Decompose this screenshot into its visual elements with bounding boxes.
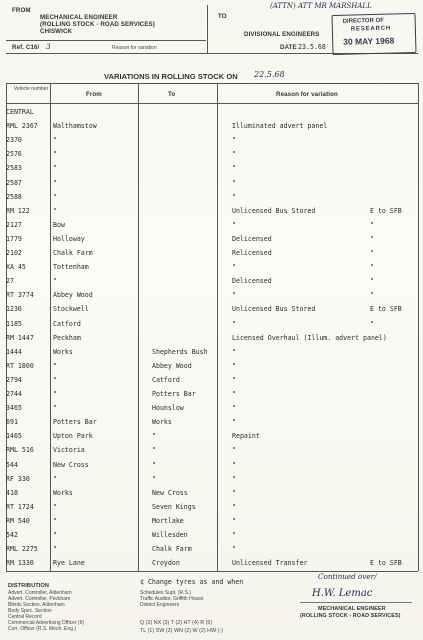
from-line-1: MECHANICAL ENGINEER <box>40 14 118 21</box>
vehicle-number: RF 330 <box>6 474 30 483</box>
note-cell: " <box>370 291 374 300</box>
stamp-line-1: DIRECTOR OF <box>342 17 384 25</box>
vehicle-number: RM 540 <box>6 516 30 525</box>
reason-cell: Unlicensed Transfer <box>232 559 308 568</box>
from-cell: Catford <box>53 319 81 328</box>
to-cell: Shepherds Bush <box>152 347 208 356</box>
reason-cell: Relicensed <box>232 249 272 257</box>
distribution-item: Corr. Officer (R.S. Mech. Eng.) <box>8 626 76 632</box>
reason-caption: Reason for variation <box>112 45 157 51</box>
table-row <box>0 249 423 261</box>
reason-cell: " <box>232 404 236 413</box>
ref-value: 3 <box>46 42 51 51</box>
table-row <box>0 376 423 388</box>
distribution-item: Commercial Advertising Officer (6) <box>8 620 85 626</box>
vehicle-number: CENTRAL <box>6 108 34 116</box>
reason-cell: " <box>232 150 236 159</box>
vehicle-number: 1465 <box>6 432 22 441</box>
vehicle-number: 27 <box>6 277 14 286</box>
table-row <box>0 136 423 148</box>
reason-cell: " <box>232 136 236 145</box>
from-cell: " <box>53 206 57 215</box>
table-row <box>0 164 423 176</box>
from-cell: " <box>53 545 57 554</box>
from-cell: Holloway <box>53 234 85 243</box>
reason-cell: " <box>232 418 236 427</box>
table-row <box>0 305 423 317</box>
table-row <box>0 221 423 233</box>
from-cell: Rye Lane <box>53 559 85 568</box>
note-cell: " <box>370 319 374 328</box>
distribution-item: Advert. Controller, Peckham <box>8 596 71 602</box>
vehicle-number: 2588 <box>6 192 22 201</box>
vehicle-number: 418 <box>6 488 18 497</box>
reason-cell: " <box>232 460 236 469</box>
table-head-rule <box>6 103 418 104</box>
to-cell: Chalk Farm <box>152 545 192 554</box>
district-codes-2: TL (1) SW (2) WN (2) W (2) HW (-) <box>140 628 224 634</box>
to-cell: Potters Bar <box>152 390 196 398</box>
district-codes-1: Q (2) NX (3) T (2) HT (4) R (5) <box>140 620 213 626</box>
col-header-reason: Reason for variation <box>276 91 338 98</box>
table-row <box>0 122 423 134</box>
reason-cell: " <box>232 263 236 272</box>
reason-cell: Delicensed <box>232 234 272 243</box>
from-cell: Tottenham <box>53 263 89 272</box>
reason-cell: " <box>232 178 236 187</box>
vehicle-number: 2587 <box>6 178 22 187</box>
table-row <box>0 150 423 162</box>
from-cell: " <box>53 404 57 413</box>
col-header-from: From <box>86 91 102 98</box>
distribution-title: DISTRIBUTION <box>8 583 49 589</box>
from-cell: " <box>53 178 57 187</box>
vehicle-number: 3465 <box>6 404 22 413</box>
reason-cell: Illuminated advert panel <box>232 122 328 131</box>
note-cell: " <box>370 277 374 286</box>
note-cell: " <box>370 234 374 243</box>
table-row <box>0 348 423 360</box>
vehicle-number: RT 1800 <box>6 361 34 370</box>
table-top-rule <box>6 83 418 84</box>
signature: H.W. Lemac <box>312 588 373 599</box>
vehicle-number: RML 516 <box>6 446 34 455</box>
from-cell: " <box>53 277 57 286</box>
from-cell: Potters Bar <box>53 418 97 427</box>
col-header-vehicle: Vehicle number <box>13 86 49 92</box>
reason-cell: Repaint <box>232 432 260 441</box>
vehicle-number: 544 <box>6 460 18 469</box>
note-cell: E to SFB <box>370 305 402 314</box>
from-cell: " <box>53 531 57 539</box>
from-cell: Peckham <box>53 333 81 342</box>
ref-label: Ref. C16/ <box>12 44 40 51</box>
signatory-title-1: MECHANICAL ENGINEER <box>318 606 386 612</box>
from-cell: New Cross <box>53 460 89 469</box>
table-row <box>0 235 423 247</box>
reason-cell: " <box>232 390 236 398</box>
table-row <box>0 517 423 529</box>
received-stamp <box>331 13 416 55</box>
from-cell: Stockwell <box>53 305 89 314</box>
reason-cell: " <box>232 361 236 370</box>
vehicle-number: 2127 <box>6 220 22 229</box>
distribution-item: Advert. Controller, Aldenham <box>8 590 72 596</box>
vehicle-number: 2583 <box>6 164 22 173</box>
vehicle-number: 1444 <box>6 347 22 356</box>
table-row <box>0 207 423 219</box>
vehicle-number: RM 1447 <box>6 333 34 342</box>
reason-cell: " <box>232 446 236 455</box>
distribution-item: Traffic Auditor, Griffith House <box>140 596 204 602</box>
to-cell: New Cross <box>152 488 188 497</box>
vehicle-number: RML 2275 <box>6 545 38 554</box>
from-cell: Abbey Wood <box>53 291 93 300</box>
to-cell: Catford <box>152 375 180 384</box>
reason-cell: " <box>232 545 236 554</box>
signature-rule <box>300 602 412 603</box>
to-cell: Hounslow <box>152 404 184 413</box>
reason-cell: " <box>232 502 236 511</box>
vehicle-number: RM 122 <box>6 206 30 215</box>
page-title: VARIATIONS IN ROLLING STOCK ON <box>104 72 238 81</box>
vehicle-number: XA 45 <box>6 263 26 272</box>
table-row <box>0 291 423 303</box>
vehicle-number: 2744 <box>6 390 22 398</box>
table-row <box>0 108 423 120</box>
table-row <box>0 277 423 289</box>
vehicle-number: RT 3774 <box>6 291 34 300</box>
table-row <box>0 545 423 557</box>
vehicle-number: 691 <box>6 418 18 427</box>
reason-cell: " <box>232 375 236 384</box>
from-line-3: CHISWICK <box>40 28 73 35</box>
from-cell: " <box>53 375 57 384</box>
vehicle-number: 2370 <box>6 136 22 145</box>
vehicle-number: 1185 <box>6 319 22 328</box>
continued-note: Continued over/ <box>318 572 377 581</box>
table-row <box>0 559 423 571</box>
reason-cell: " <box>232 319 236 328</box>
vehicle-number: 2102 <box>6 249 22 257</box>
to-value: DIVISIONAL ENGINEERS <box>244 31 320 38</box>
distribution-item: Body Spec. Section <box>8 608 52 614</box>
to-cell: " <box>152 432 156 441</box>
table-row <box>0 418 423 430</box>
note-cell: " <box>370 263 374 272</box>
handwritten-attention: (ATTN) ATT MR MARSHALL <box>270 2 372 10</box>
vehicle-number: 2576 <box>6 150 22 159</box>
table-row <box>0 362 423 374</box>
table-row <box>0 503 423 515</box>
reason-cell: Unlicensed Bus Stored <box>232 305 316 314</box>
to-cell: Abbey Wood <box>152 361 192 370</box>
header-rule-left <box>6 40 206 41</box>
title-date: 22.5.68 <box>254 70 285 79</box>
distribution-item: Blinds Section, Aldenham <box>8 602 65 608</box>
header-divider <box>207 5 208 53</box>
from-cell: " <box>53 136 57 145</box>
stamp-date: 30 MAY 1968 <box>343 35 395 47</box>
distribution-item: Central Record <box>8 614 42 620</box>
from-cell: " <box>53 164 57 173</box>
vehicle-number: RML 2367 <box>6 122 38 131</box>
col-header-to: To <box>168 91 176 98</box>
from-cell: Chalk Farm <box>53 249 93 257</box>
table-row <box>0 432 423 444</box>
reason-cell: " <box>232 291 236 300</box>
date-value: 23.5.68 <box>298 43 326 51</box>
from-cell: " <box>53 390 57 398</box>
date-label: DATE <box>280 44 297 51</box>
vehicle-number: 2794 <box>6 375 22 384</box>
table-row <box>0 446 423 458</box>
table-row <box>0 390 423 402</box>
from-cell: Walthamstow <box>53 122 97 131</box>
from-cell: Upton Park <box>53 432 93 441</box>
reason-cell: " <box>232 164 236 173</box>
to-cell: " <box>152 474 156 483</box>
note-cell: " <box>370 220 374 229</box>
to-cell: " <box>152 460 156 469</box>
to-cell: Works <box>152 418 172 427</box>
table-row <box>0 531 423 543</box>
vehicle-number: RM 1330 <box>6 559 34 568</box>
from-line-2: (ROLLING STOCK - ROAD SERVICES) <box>40 21 155 28</box>
from-cell: " <box>53 361 57 370</box>
reason-cell: " <box>232 516 236 525</box>
from-label: FROM <box>12 7 31 14</box>
vehicle-number: 542 <box>6 531 18 539</box>
from-cell: " <box>53 150 57 159</box>
from-cell: " <box>53 502 57 511</box>
vehicle-number: 1779 <box>6 234 22 243</box>
reason-cell: " <box>232 220 236 229</box>
reason-cell: Delicensed <box>232 277 272 286</box>
table-row <box>0 475 423 487</box>
note-cell: E to SFB <box>370 206 402 215</box>
from-cell: Works <box>53 488 73 497</box>
signatory-title-2: (ROLLING STOCK - ROAD SERVICES) <box>300 613 401 619</box>
reason-cell: Unlicensed Bus Stored <box>232 206 316 215</box>
from-cell: " <box>53 192 57 201</box>
reason-cell: " <box>232 192 236 201</box>
from-cell: Victoria <box>53 446 85 455</box>
table-row <box>0 179 423 191</box>
to-label: TO <box>218 13 227 20</box>
vehicle-number: RT 1724 <box>6 502 34 511</box>
from-cell: Bow <box>53 220 65 229</box>
table-row <box>0 489 423 501</box>
to-cell: Seven Kings <box>152 502 196 511</box>
note-cell: " <box>370 249 374 257</box>
reason-cell: Licensed Overhaul (Illum. advert panel) <box>232 333 387 342</box>
from-cell: " <box>53 474 57 483</box>
table-row <box>0 404 423 416</box>
note-cell: E to SFB <box>370 559 402 568</box>
to-cell: Willesden <box>152 531 188 539</box>
table-row <box>0 461 423 473</box>
to-cell: Croydon <box>152 559 180 568</box>
table-row <box>0 263 423 275</box>
to-cell: Mortlake <box>152 516 184 525</box>
reason-cell: " <box>232 488 236 497</box>
reason-cell: " <box>232 531 236 539</box>
stamp-line-2: RESEARCH <box>350 25 392 33</box>
distribution-item: Schedules Supt. (R.S.) <box>140 590 191 596</box>
table-row <box>0 320 423 332</box>
table-row <box>0 334 423 346</box>
table-row <box>0 193 423 205</box>
distribution-item: District Engineers <box>140 602 180 608</box>
from-cell: " <box>53 516 57 525</box>
vehicle-number: 1236 <box>6 305 22 314</box>
from-cell: Works <box>53 347 73 356</box>
to-cell: " <box>152 446 156 455</box>
reason-cell: " <box>232 347 236 356</box>
reason-cell: " <box>232 474 236 483</box>
tyres-note: ¢ Change tyres as and when <box>140 578 244 586</box>
